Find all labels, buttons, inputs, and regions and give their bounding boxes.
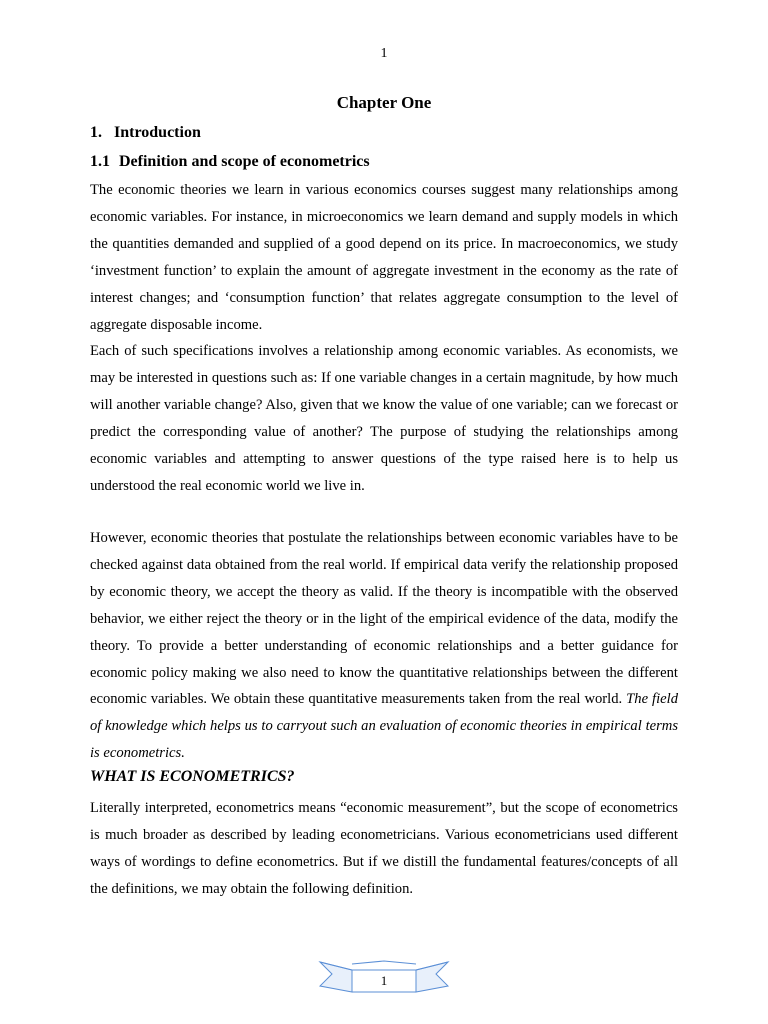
chapter-title: Chapter One — [336, 93, 432, 112]
section-heading-introduction — [90, 124, 201, 142]
paragraph-text: Literally interpreted, econometrics means “economic measurement”, but the scope of econometrics is much broader as described by leading econometricians. Various econometricians used different ways of wordings to define econometrics. But if we distill the fundamental features/concepts of all the definitions, we may obtain the following definition. — [90, 800, 678, 897]
what-is-econometrics-heading: WHAT IS ECONOMETRICS? — [90, 768, 295, 785]
paragraph-text: Each of such specifications involves a relationship among economic variables. As economists, we may be interested in questions such as: If one variable changes in a certain magnitude, by how much will another variable change? Also, given that we know the value of one variable; can we forecast or predict the corresponding value of another? The purpose of studying the relationships among economic variables and attempting to answer questions of the type raised here is to help us understood the real economic world we live in. — [90, 343, 678, 494]
section-title: Introduction — [114, 124, 201, 141]
paragraph-italic-definition: The field of knowledge which helps us to carryout such an evaluation of economic theories in empirical terms is econometrics. — [90, 691, 678, 762]
page-number-top: 1 — [380, 46, 388, 61]
paragraph-text — [90, 525, 678, 767]
paragraph-text: The economic theories we learn in various economics courses suggest many relationships among economic variables. For instance, in microeconomics we learn demand and supply models in which the quantities demanded and supplied of a good depend on its price. In macroeconomics, we study ‘investment function’ to explain the amount of aggregate investment in the economy as the rate of interest changes; and ‘consumption function’ that relates aggregate consumption to the level of aggregate disposable income. — [90, 182, 678, 333]
paragraph-regular-text: However, economic theories that postulate the relationships between economic variables have to be checked against data obtained from the real world. If empirical data verify the relationship proposed by economic theory, we accept the theory as valid. If the theory is incompatible with the observed behavior, we either reject the theory or in the light of the empirical evidence of the data, modify the theory. To provide a better understanding of economic relationships and a better guidance for economic policy making we also need to know the quantitative relationships between the different economic variables. We obtain these quantitative measurements taken from the real world. — [90, 530, 678, 708]
section-heading-definition — [90, 153, 370, 171]
section-number: 1.1 — [90, 153, 110, 170]
footer-page-number: 1 — [380, 973, 388, 988]
section-number: 1. — [90, 124, 102, 141]
footer-page-badge — [318, 958, 450, 998]
paragraph-1 — [90, 177, 678, 338]
paragraph-2 — [90, 338, 678, 499]
paragraph-3 — [90, 525, 678, 767]
paragraph-4 — [90, 795, 678, 903]
section-title: Definition and scope of econometrics — [119, 153, 370, 170]
